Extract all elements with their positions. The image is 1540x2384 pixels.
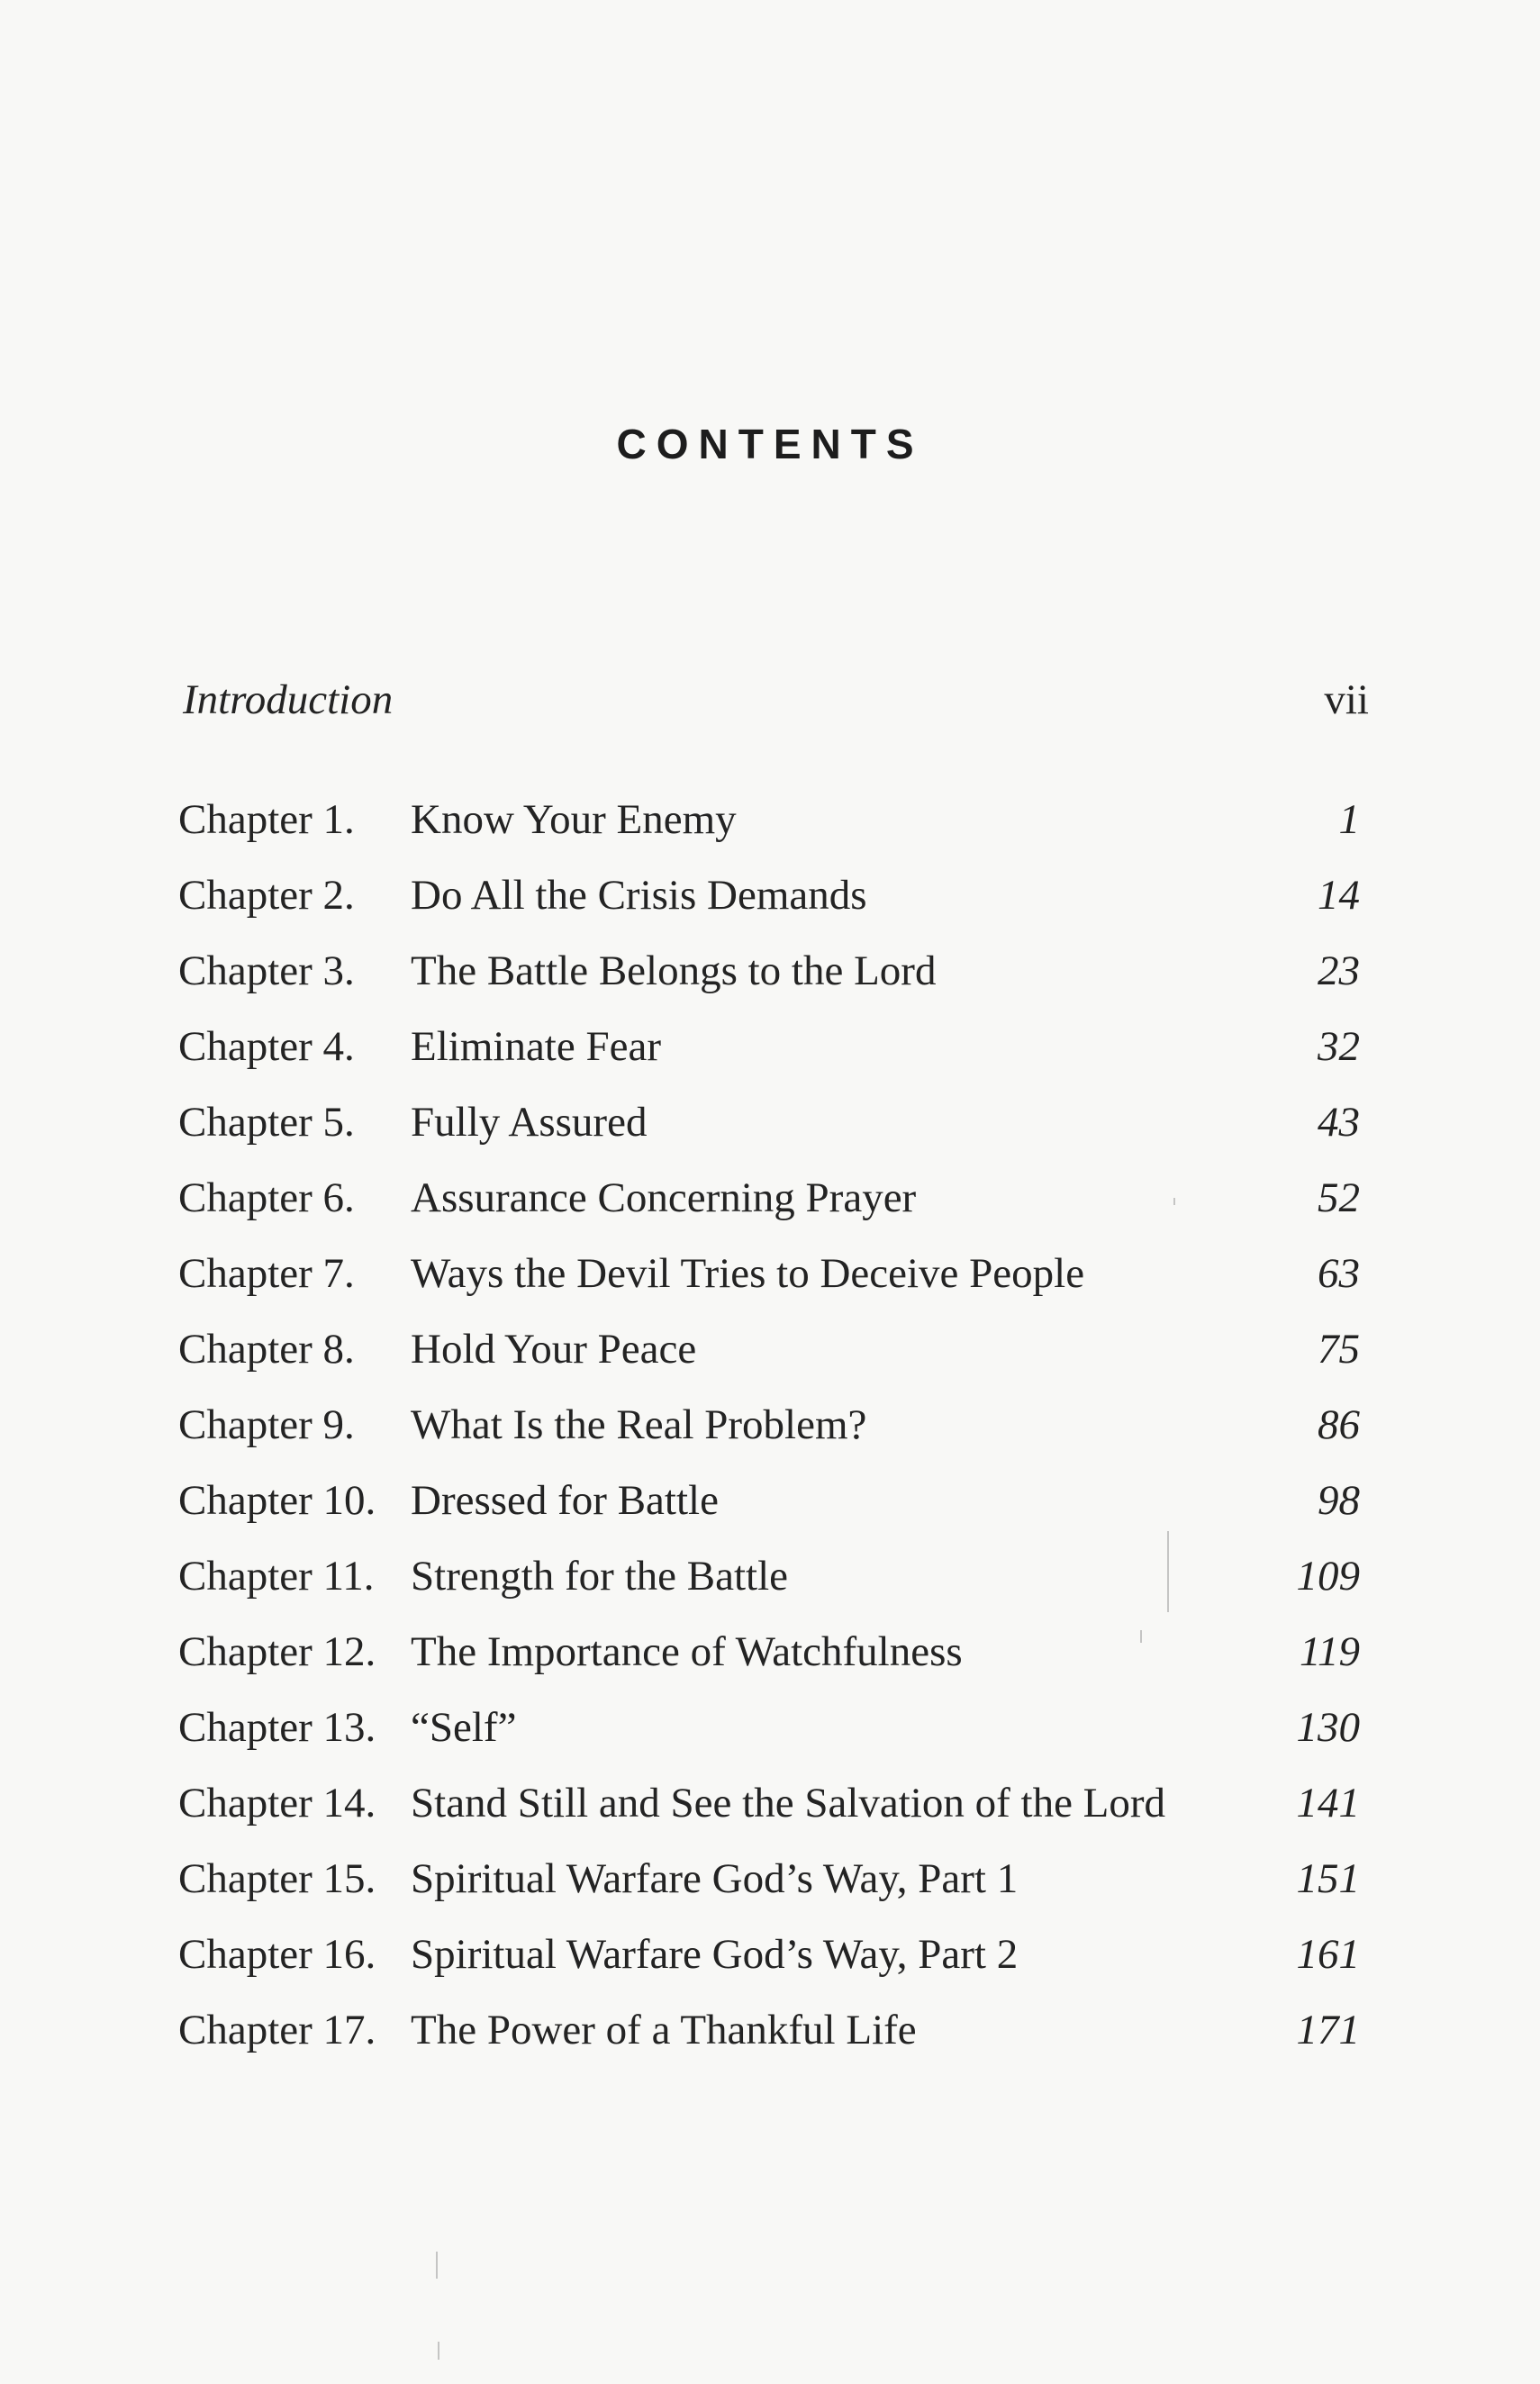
chapter-page-number: 151 bbox=[1296, 1855, 1360, 1902]
chapter-page-number: 1 bbox=[1338, 796, 1360, 843]
chapter-label: Chapter 17. bbox=[178, 2007, 376, 2053]
chapter-entry bbox=[178, 1020, 1367, 1095]
chapter-page-number: 32 bbox=[1318, 1023, 1360, 1070]
chapter-entry bbox=[178, 1095, 1367, 1171]
chapter-title: What Is the Real Problem? bbox=[411, 1401, 867, 1448]
chapter-list bbox=[178, 793, 1367, 2079]
chapter-title: Strength for the Battle bbox=[411, 1553, 788, 1600]
chapter-label: Chapter 13. bbox=[178, 1704, 376, 1751]
scan-mark bbox=[438, 2342, 439, 2360]
chapter-entry bbox=[178, 1927, 1367, 2003]
chapter-title: Spiritual Warfare God’s Way, Part 2 bbox=[411, 1931, 1019, 1978]
chapter-title: “Self” bbox=[411, 1704, 517, 1751]
chapter-label: Chapter 2. bbox=[178, 872, 355, 919]
chapter-page-number: 23 bbox=[1318, 947, 1360, 994]
chapter-label: Chapter 7. bbox=[178, 1250, 355, 1297]
chapter-label: Chapter 14. bbox=[178, 1780, 376, 1827]
chapter-title: Assurance Concerning Prayer bbox=[411, 1174, 917, 1221]
chapter-label: Chapter 15. bbox=[178, 1855, 376, 1902]
chapter-title: The Battle Belongs to the Lord bbox=[411, 947, 937, 994]
chapter-title: Know Your Enemy bbox=[411, 796, 737, 843]
chapter-title: The Importance of Watchfulness bbox=[411, 1628, 963, 1675]
chapter-label: Chapter 1. bbox=[178, 796, 355, 843]
chapter-label: Chapter 8. bbox=[178, 1326, 355, 1373]
chapter-entry bbox=[178, 868, 1367, 944]
chapter-page-number: 109 bbox=[1296, 1553, 1360, 1600]
chapter-title: Eliminate Fear bbox=[411, 1023, 661, 1070]
chapter-title: Stand Still and See the Salvation of the Lord bbox=[411, 1780, 1166, 1827]
chapter-entry bbox=[178, 1171, 1367, 1246]
chapter-page-number: 63 bbox=[1318, 1250, 1360, 1297]
scan-mark bbox=[1140, 1630, 1142, 1643]
chapter-title: Dressed for Battle bbox=[411, 1477, 719, 1524]
chapter-entry bbox=[178, 1322, 1367, 1398]
chapter-label: Chapter 9. bbox=[178, 1401, 355, 1448]
chapter-title: The Power of a Thankful Life bbox=[411, 2007, 917, 2053]
introduction-page-number: vii bbox=[1324, 676, 1369, 723]
introduction-entry bbox=[183, 675, 1369, 730]
chapter-entry bbox=[178, 1473, 1367, 1549]
chapter-page-number: 14 bbox=[1318, 872, 1360, 919]
chapter-label: Chapter 5. bbox=[178, 1099, 355, 1146]
chapter-title: Ways the Devil Tries to Deceive People bbox=[411, 1250, 1085, 1297]
chapter-entry bbox=[178, 1852, 1367, 1927]
chapter-page-number: 86 bbox=[1318, 1401, 1360, 1448]
chapter-label: Chapter 6. bbox=[178, 1174, 355, 1221]
chapter-entry bbox=[178, 793, 1367, 868]
chapter-page-number: 119 bbox=[1299, 1628, 1360, 1675]
chapter-title: Fully Assured bbox=[411, 1099, 648, 1146]
chapter-entry bbox=[178, 1549, 1367, 1625]
chapter-entry bbox=[178, 1625, 1367, 1700]
chapter-page-number: 171 bbox=[1296, 2007, 1360, 2053]
chapter-label: Chapter 3. bbox=[178, 947, 355, 994]
chapter-entry bbox=[178, 944, 1367, 1020]
chapter-title: Do All the Crisis Demands bbox=[411, 872, 867, 919]
page-title: CONTENTS bbox=[616, 421, 924, 467]
chapter-page-number: 43 bbox=[1318, 1099, 1360, 1146]
chapter-entry bbox=[178, 1700, 1367, 1776]
chapter-page-number: 98 bbox=[1318, 1477, 1360, 1524]
chapter-label: Chapter 16. bbox=[178, 1931, 376, 1978]
chapter-label: Chapter 12. bbox=[178, 1628, 376, 1675]
scan-mark bbox=[436, 2252, 438, 2279]
chapter-label: Chapter 11. bbox=[178, 1553, 375, 1600]
chapter-entry bbox=[178, 1246, 1367, 1322]
chapter-title: Hold Your Peace bbox=[411, 1326, 697, 1373]
chapter-page-number: 52 bbox=[1318, 1174, 1360, 1221]
chapter-title: Spiritual Warfare God’s Way, Part 1 bbox=[411, 1855, 1019, 1902]
chapter-label: Chapter 10. bbox=[178, 1477, 376, 1524]
chapter-label: Chapter 4. bbox=[178, 1023, 355, 1070]
scan-mark bbox=[1167, 1531, 1169, 1612]
scan-mark bbox=[1173, 1198, 1175, 1205]
chapter-entry bbox=[178, 1398, 1367, 1473]
chapter-page-number: 141 bbox=[1296, 1780, 1360, 1827]
chapter-page-number: 161 bbox=[1296, 1931, 1360, 1978]
introduction-label: Introduction bbox=[183, 676, 394, 723]
chapter-page-number: 75 bbox=[1318, 1326, 1360, 1373]
chapter-page-number: 130 bbox=[1296, 1704, 1360, 1751]
chapter-entry bbox=[178, 2003, 1367, 2079]
chapter-entry bbox=[178, 1776, 1367, 1852]
